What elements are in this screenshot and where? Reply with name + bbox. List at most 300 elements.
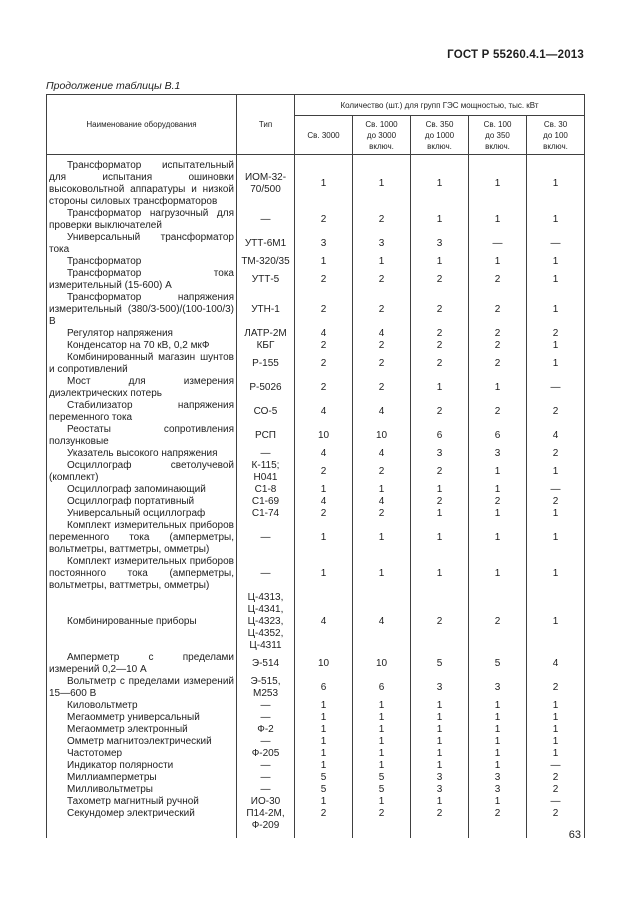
quantity-cell: 2 [527,496,585,508]
quantity-cell: 2 [527,448,585,460]
equipment-type: — [237,520,295,556]
quantity-cell: 1 [353,556,411,592]
equipment-type: С1-74 [237,508,295,520]
equipment-name-cell [47,268,237,292]
quantity-cell: 4 [353,592,411,652]
quantity-cell: 1 [469,520,527,556]
quantity-cell: 1 [469,736,527,748]
quantity-cell: 2 [295,292,353,328]
equipment-name: Комплект измерительных приборов переменного тока (амперметры, вольтметры, ваттметры, омметры) [49,520,234,555]
quantity-cell: 1 [411,760,469,772]
quantity-cell: 6 [353,676,411,700]
table-caption: Продолжение таблицы В.1 [46,80,181,92]
quantity-cell: 3 [411,676,469,700]
equipment-name-cell [47,292,237,328]
quantity-cell: 1 [295,724,353,736]
quantity-cell: 4 [353,448,411,460]
table-row [47,712,585,724]
quantity-cell: 1 [527,268,585,292]
quantity-cell: 5 [469,652,527,676]
quantity-cell: 2 [411,340,469,352]
quantity-cell: 3 [411,772,469,784]
quantity-cell: 1 [527,508,585,520]
equipment-name-cell [47,460,237,484]
quantity-cell: 5 [353,784,411,796]
quantity-cell: 2 [353,208,411,232]
equipment-type: — [237,700,295,712]
equipment-name: Милливольтметры [67,784,153,795]
equipment-name-cell [47,796,237,808]
quantity-cell: 1 [411,256,469,268]
equipment-name-cell [47,496,237,508]
quantity-cell: 1 [469,748,527,760]
equipment-type: Э-515, М253 [237,676,295,700]
quantity-cell: 1 [527,748,585,760]
equipment-type: Ф-2 [237,724,295,736]
table-row [47,724,585,736]
quantity-cell: 1 [295,256,353,268]
quantity-cell: 1 [411,508,469,520]
quantity-cell: 1 [411,724,469,736]
quantity-cell: 2 [353,340,411,352]
equipment-type: УТТ-6М1 [237,232,295,256]
quantity-cell: 2 [527,772,585,784]
table-row [47,592,585,652]
quantity-cell: 2 [411,352,469,376]
quantity-cell: 10 [295,424,353,448]
quantity-cell: 2 [469,292,527,328]
equipment-name-cell [47,652,237,676]
equipment-name: Мост для измерения диэлектрических потерь [49,376,234,399]
quantity-cell: 1 [527,160,585,208]
table-row [47,772,585,784]
quantity-cell: 1 [295,712,353,724]
quantity-cell: 2 [295,508,353,520]
equipment-type: ТМ-320/35 [237,256,295,268]
quantity-cell: 10 [353,652,411,676]
quantity-cell: 3 [469,784,527,796]
quantity-cell: 2 [295,808,353,838]
quantity-cell: 1 [527,208,585,232]
column-header-group: Количество (шт.) для групп ГЭС мощностью, тыс. кВт [295,95,585,116]
equipment-type: СО-5 [237,400,295,424]
quantity-cell: 4 [527,652,585,676]
quantity-cell: 1 [469,796,527,808]
quantity-cell: 1 [353,760,411,772]
equipment-type: — [237,784,295,796]
quantity-cell: 1 [469,760,527,772]
quantity-cell: 1 [353,796,411,808]
quantity-cell: 2 [469,328,527,340]
column-header-type: Тип [237,95,295,155]
quantity-cell: 2 [527,328,585,340]
quantity-cell: 2 [469,808,527,838]
quantity-cell: 1 [295,736,353,748]
quantity-cell: 4 [295,496,353,508]
quantity-cell: 1 [411,736,469,748]
equipment-type: С1-69 [237,496,295,508]
equipment-name: Амперметр с пределами измерений 0,2—10 А [49,652,234,675]
equipment-name: Комплект измерительных приборов постоянного тока (амперметры, вольтметры, ваттметры, омметры) [49,556,234,591]
quantity-cell: 2 [469,340,527,352]
quantity-cell: 1 [469,724,527,736]
equipment-name: Трансформатор тока измерительный (15-600) А [49,268,234,291]
quantity-cell: 1 [353,520,411,556]
quantity-cell: 1 [527,292,585,328]
quantity-cell: 2 [411,592,469,652]
equipment-name-cell [47,700,237,712]
table-row [47,160,585,208]
quantity-cell: 2 [353,268,411,292]
equipment-name-cell [47,748,237,760]
quantity-cell: 5 [411,652,469,676]
quantity-cell: 2 [469,400,527,424]
quantity-cell: 1 [469,376,527,400]
table-row [47,448,585,460]
equipment-type: Э-514 [237,652,295,676]
equipment-name: Трансформатор испытательный для испытания ошиновки высоковольтной аппаратуры и низкой стороны силовых трансформаторов [49,160,234,207]
equipment-name-cell [47,736,237,748]
equipment-name: Вольтметр с пределами измерений 15—600 В [49,676,234,699]
quantity-cell: 2 [295,376,353,400]
quantity-cell: 2 [411,808,469,838]
quantity-cell: 1 [353,748,411,760]
column-header-name: Наименование оборудования [47,95,237,155]
quantity-cell: 1 [411,748,469,760]
document-code: ГОСТ Р 55260.4.1—2013 [447,49,584,61]
equipment-type: П14-2М, Ф-209 [237,808,295,838]
quantity-cell: 1 [353,724,411,736]
table-row [47,340,585,352]
quantity-cell: 2 [353,508,411,520]
column-header-sub: Св. 350 до 1000 включ. [411,116,469,155]
table-row [47,796,585,808]
equipment-type: — [237,712,295,724]
equipment-name: Частотомер [67,748,123,759]
quantity-cell: 3 [353,232,411,256]
equipment-type: ИО-30 [237,796,295,808]
quantity-cell: 2 [411,268,469,292]
table-row [47,232,585,256]
quantity-cell: 1 [469,700,527,712]
quantity-cell: 6 [469,424,527,448]
quantity-cell: 5 [353,772,411,784]
quantity-cell: 4 [353,496,411,508]
quantity-cell: 2 [527,808,585,838]
quantity-cell: 1 [295,760,353,772]
quantity-cell: 3 [411,448,469,460]
equipment-name-cell [47,676,237,700]
table-row [47,784,585,796]
quantity-cell: 10 [295,652,353,676]
quantity-cell: 1 [411,556,469,592]
quantity-cell: 1 [411,208,469,232]
equipment-type: ЛАТР-2М [237,328,295,340]
quantity-cell: 1 [295,556,353,592]
column-header-sub: Св. 3000 [295,116,353,155]
equipment-table [46,94,585,838]
table-row [47,400,585,424]
equipment-name: Мегаомметр универсальный [67,712,200,723]
quantity-cell: 2 [295,268,353,292]
quantity-cell: 4 [295,400,353,424]
quantity-cell: 1 [411,376,469,400]
equipment-type: — [237,208,295,232]
quantity-cell: 1 [527,592,585,652]
table-row [47,256,585,268]
table-row [47,268,585,292]
quantity-cell: 2 [295,340,353,352]
equipment-name: Тахометр магнитный ручной [67,796,199,807]
quantity-cell: 10 [353,424,411,448]
page-number: 63 [568,829,581,841]
table-row [47,556,585,592]
quantity-cell: 5 [295,784,353,796]
equipment-name-cell [47,520,237,556]
equipment-name: Индикатор полярности [67,760,174,771]
table-row [47,676,585,700]
quantity-cell: 3 [411,784,469,796]
quantity-cell: 2 [411,400,469,424]
table-row [47,652,585,676]
equipment-name: Универсальный трансформатор тока [49,232,234,255]
equipment-name-cell [47,448,237,460]
equipment-type: Ц-4313, Ц-4341, Ц-4323, Ц-4352, Ц-4311 [237,592,295,652]
equipment-name-cell [47,400,237,424]
equipment-name-cell [47,712,237,724]
quantity-cell: 2 [353,808,411,838]
quantity-cell: 2 [353,352,411,376]
quantity-cell: 1 [411,520,469,556]
quantity-cell: 6 [295,676,353,700]
quantity-cell: 1 [353,736,411,748]
quantity-cell: 2 [353,376,411,400]
equipment-name-cell [47,376,237,400]
equipment-name: Киловольтметр [67,700,138,711]
quantity-cell: 4 [353,400,411,424]
quantity-cell: 1 [295,700,353,712]
quantity-cell: 1 [469,256,527,268]
equipment-type: Р-155 [237,352,295,376]
equipment-name-cell [47,160,237,208]
table-row [47,508,585,520]
quantity-cell: 1 [469,460,527,484]
table-row [47,736,585,748]
quantity-cell: 1 [527,700,585,712]
quantity-cell: 3 [411,232,469,256]
table-row [47,700,585,712]
quantity-cell: 1 [411,712,469,724]
quantity-cell: 2 [469,592,527,652]
equipment-name: Стабилизатор напряжения переменного тока [49,400,234,423]
quantity-cell: 1 [295,520,353,556]
equipment-name-cell [47,508,237,520]
equipment-name-cell [47,484,237,496]
table-row [47,328,585,340]
quantity-cell: 1 [353,160,411,208]
equipment-name-cell [47,808,237,838]
equipment-type: КБГ [237,340,295,352]
equipment-name: Мегаомметр электронный [67,724,188,735]
equipment-type: — [237,772,295,784]
quantity-cell: 3 [469,772,527,784]
equipment-name: Секундомер электрический [67,808,195,819]
table-row [47,520,585,556]
quantity-cell: 4 [295,592,353,652]
table-row [47,808,585,838]
equipment-name: Комбинированный магазин шунтов и сопротивлений [49,352,234,375]
quantity-cell: 1 [295,796,353,808]
table-row [47,208,585,232]
equipment-name-cell [47,352,237,376]
equipment-name: Осциллограф запоминающий [67,484,206,495]
quantity-cell: 2 [411,496,469,508]
equipment-name: Реостаты сопротивления ползунковые [49,424,234,447]
equipment-name: Осциллограф светолучевой (комплект) [49,460,234,483]
table-row [47,760,585,772]
quantity-cell: 6 [411,424,469,448]
table-row [47,460,585,484]
quantity-cell: 1 [469,160,527,208]
quantity-cell: 1 [353,712,411,724]
quantity-cell: 4 [295,328,353,340]
quantity-cell: 1 [353,700,411,712]
equipment-type: — [237,736,295,748]
quantity-cell: 2 [353,460,411,484]
quantity-cell: 1 [469,208,527,232]
equipment-name-cell [47,256,237,268]
equipment-name: Трансформатор напряжения измерительный (380/3-500)/(100-100/3) В [49,292,234,327]
quantity-cell: 2 [295,208,353,232]
quantity-cell: 5 [295,772,353,784]
equipment-name-cell [47,232,237,256]
quantity-cell: 1 [527,712,585,724]
equipment-type: К-115; Н041 [237,460,295,484]
quantity-cell: 3 [469,448,527,460]
table-row [47,748,585,760]
equipment-name: Трансформатор [67,256,142,267]
quantity-cell: 1 [411,700,469,712]
quantity-cell: 1 [527,556,585,592]
quantity-cell: 1 [527,340,585,352]
quantity-cell: 2 [295,460,353,484]
quantity-cell: 3 [469,676,527,700]
equipment-name-cell [47,340,237,352]
quantity-cell: 2 [411,292,469,328]
equipment-type: С1-8 [237,484,295,496]
quantity-cell: 1 [411,796,469,808]
quantity-cell: 1 [295,484,353,496]
quantity-cell: — [527,796,585,808]
equipment-type: ИОМ-32- 70/500 [237,160,295,208]
equipment-name-cell [47,328,237,340]
quantity-cell: — [527,484,585,496]
quantity-cell: 2 [527,400,585,424]
column-header-sub: Св. 1000 до 3000 включ. [353,116,411,155]
equipment-type: УТТ-5 [237,268,295,292]
equipment-type: — [237,760,295,772]
quantity-cell: 2 [295,352,353,376]
quantity-cell: 1 [527,736,585,748]
quantity-cell: 3 [295,232,353,256]
quantity-cell: 1 [527,352,585,376]
quantity-cell: 1 [353,484,411,496]
equipment-name: Регулятор напряжения [67,328,173,339]
equipment-type: РСП [237,424,295,448]
equipment-name-cell [47,772,237,784]
equipment-name: Миллиамперметры [67,772,157,783]
quantity-cell: — [469,232,527,256]
equipment-name-cell [47,424,237,448]
quantity-cell: 2 [469,268,527,292]
quantity-cell: 1 [469,484,527,496]
quantity-cell: 1 [527,460,585,484]
equipment-type: УТН-1 [237,292,295,328]
equipment-name-cell [47,724,237,736]
equipment-type: Р-5026 [237,376,295,400]
quantity-cell: 1 [295,160,353,208]
quantity-cell: 4 [353,328,411,340]
table-row [47,484,585,496]
equipment-name: Комбинированные приборы [67,616,197,627]
quantity-cell: 2 [527,676,585,700]
equipment-name-cell [47,208,237,232]
quantity-cell: 2 [469,496,527,508]
quantity-cell: 2 [527,784,585,796]
quantity-cell: 2 [469,352,527,376]
quantity-cell: 1 [411,484,469,496]
quantity-cell: — [527,376,585,400]
equipment-name: Указатель высокого напряжения [67,448,218,459]
equipment-type: — [237,448,295,460]
quantity-cell: 1 [411,160,469,208]
quantity-cell: 1 [469,508,527,520]
equipment-name: Трансформатор нагрузочный для проверки выключателей [49,208,234,231]
table-row [47,376,585,400]
quantity-cell: 1 [469,556,527,592]
table-row [47,496,585,508]
quantity-cell: 1 [527,256,585,268]
table-row [47,424,585,448]
equipment-name-cell [47,760,237,772]
column-header-sub: Св. 100 до 350 включ. [469,116,527,155]
equipment-name-cell [47,784,237,796]
quantity-cell: 1 [527,520,585,556]
quantity-cell: 1 [353,256,411,268]
column-header-sub: Св. 30 до 100 включ. [527,116,585,155]
equipment-name-cell [47,592,237,652]
equipment-name: Омметр магнитоэлектрический [67,736,212,747]
equipment-name-cell [47,556,237,592]
quantity-cell: 2 [353,292,411,328]
table-row [47,292,585,328]
quantity-cell: 4 [527,424,585,448]
quantity-cell: — [527,760,585,772]
equipment-name: Конденсатор на 70 кВ, 0,2 мкФ [67,340,210,351]
quantity-cell: 1 [295,748,353,760]
table-row [47,352,585,376]
equipment-name: Универсальный осциллограф [67,508,206,519]
quantity-cell: 1 [469,712,527,724]
quantity-cell: — [527,232,585,256]
equipment-type: Ф-205 [237,748,295,760]
quantity-cell: 2 [411,460,469,484]
quantity-cell: 1 [527,724,585,736]
equipment-name: Осциллограф портативный [67,496,195,507]
quantity-cell: 4 [295,448,353,460]
quantity-cell: 2 [411,328,469,340]
equipment-type: — [237,556,295,592]
